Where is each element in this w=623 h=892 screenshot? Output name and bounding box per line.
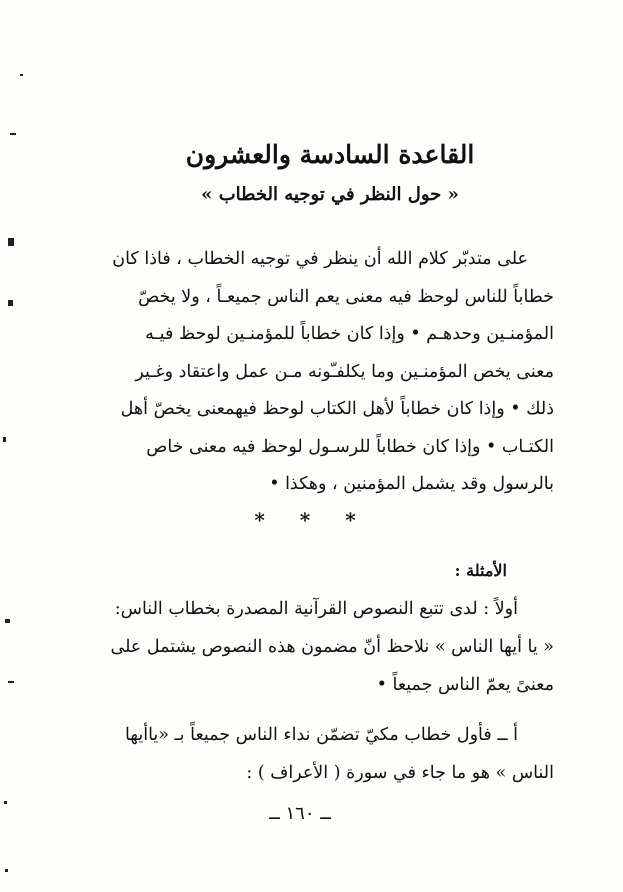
section-separator: * * * [254,508,356,532]
paragraph-line: بالرسول وقد يشمل المؤمنين ، وهكذا • [269,474,554,494]
main-paragraph [66,241,554,504]
paragraph-line: خطاباً للناس لوحظ فيه معنى يعم الناس جميعـاً ، ولا يخصّ [138,286,554,307]
chapter-subtitle: « حول النظر في توجيه الخطاب » [201,184,459,205]
paragraph-line: على متدبّر كلام الله أن ينظر في توجيه الخطاب ، فاذا كان [112,249,528,269]
page-number: ــ ١٦٠ ــ [269,803,331,824]
scan-speck [5,869,8,872]
examples-section [66,590,554,792]
scan-speck [5,619,10,623]
scan-speck [3,437,6,442]
scan-speck [8,681,14,683]
paragraph-line: المؤمنـين وحدهـم • وإذا كان خطاباً للمؤمنـين لوحظ فيـه [145,324,554,344]
scan-speck [8,238,14,246]
scan-speck [4,801,7,804]
chapter-title: القاعدة السادسة والعشرون [185,140,475,169]
paragraph-line: الكتـاب • وإذا كان خطاباً للرسـول لوحظ فيه معنى خاص [146,436,554,457]
example-line: « يا أيها الناس » نلاحظ أنّ مضمون هذه النصوص يشتمل على [110,637,554,657]
example-line: معنىً يعمّ الناس جميعاً • [376,675,554,695]
scan-speck [10,133,16,135]
paragraph-line: ذلك • وإذا كان خطاباً لأهل الكتاب لوحظ فيهمعنى يخصّ أهل [120,399,554,419]
scan-speck [8,300,13,306]
example-line: الناس » هو ما جاء في سورة ( الأعراف ) : [246,763,554,783]
example-line: أ ــ فأول خطاب مكيّ تضمّن نداء الناس جميعاً بـ «ياأيها [124,725,518,745]
examples-heading: الأمثلة : [454,561,507,580]
scan-speck [20,74,23,76]
paragraph-line: معنى يخص المؤمنـين وما يكلفـّونه مـن عمل واعتقاد وغـير [135,361,554,382]
example-line: أولاً : لدى تتبع النصوص القرآنية المصدرة بخطاب الناس: [114,599,518,619]
